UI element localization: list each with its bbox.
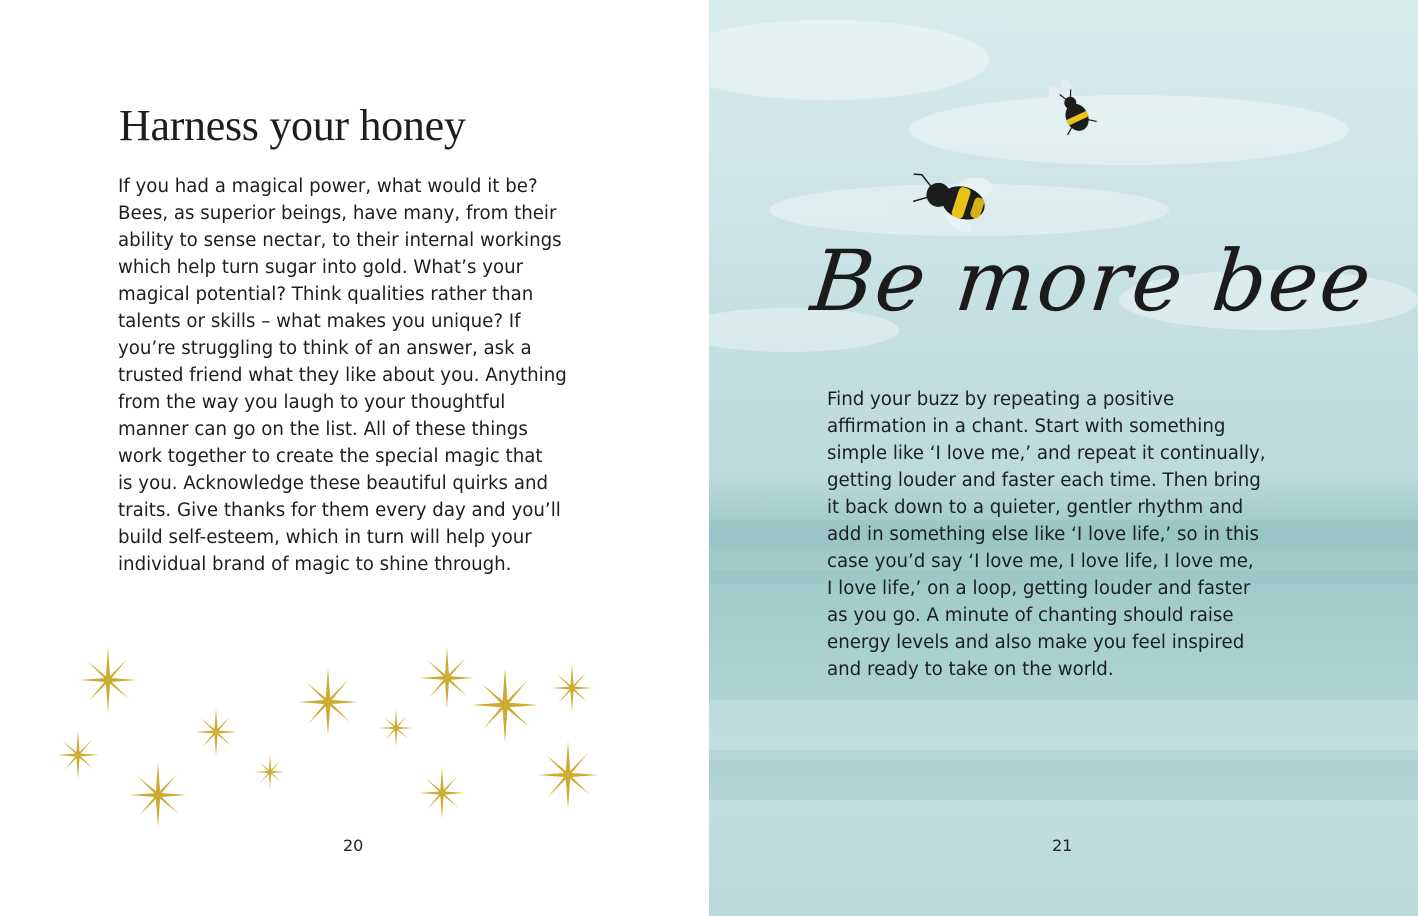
- bumblebee-icon: [1049, 72, 1109, 142]
- gold-star-icon: [57, 731, 99, 779]
- page-number: 20: [343, 836, 364, 855]
- gold-star-icon: [130, 763, 187, 828]
- gold-star-icon: [420, 647, 474, 708]
- gold-star-icon: [298, 668, 358, 736]
- gold-star-icon: [80, 648, 137, 713]
- gold-star-icon: [195, 708, 237, 756]
- left-body-text: If you had a magical power, what would it be? Bees, as superior beings, have many, from their ability to sense nectar, to their internal workings which help turn sugar into gold. What’s your magical potential? Think qualities rather than talents or skills – what makes you unique? If you’re struggling to think of an answer, ask a trusted friend what they like about you. Anything from the way you laugh to your thoughtful manner can go on the list. All of these things work together to create the special magic that is you. Acknowledge these beautiful quirks and traits. Give thanks for them every day and you’ll build self-esteem, which in turn will help your individual brand of magic to shine through.: [118, 176, 567, 575]
- page-number: 21: [1052, 836, 1073, 855]
- gold-star-icon: [380, 709, 413, 746]
- right-page: [709, 0, 1418, 916]
- right-body-text: Find your buzz by repeating a positive affirmation in a chant. Start with something simple like ‘I love me,’ and repeat it continually, getting louder and faster each time. Then bring it back down to a quieter, gentler rhythm and add in something else like ‘I love life,’ so in this case you’d say ‘I love me, I love life, I love me, I love life,’ on a loop, getting louder and faster as you go. A minute of chanting should raise energy levels and also make you feel inspired and ready to take on the world.: [827, 389, 1266, 680]
- gold-star-icon: [538, 741, 598, 809]
- gold-star-icon: [420, 768, 465, 819]
- script-heading: Be more bee: [806, 232, 1378, 330]
- gold-star-icon: [255, 755, 285, 789]
- gold-star-icon: [551, 664, 593, 712]
- page-title: Harness your honey: [119, 101, 466, 150]
- stars-illustration: [0, 630, 709, 830]
- gold-star-icon: [472, 668, 538, 743]
